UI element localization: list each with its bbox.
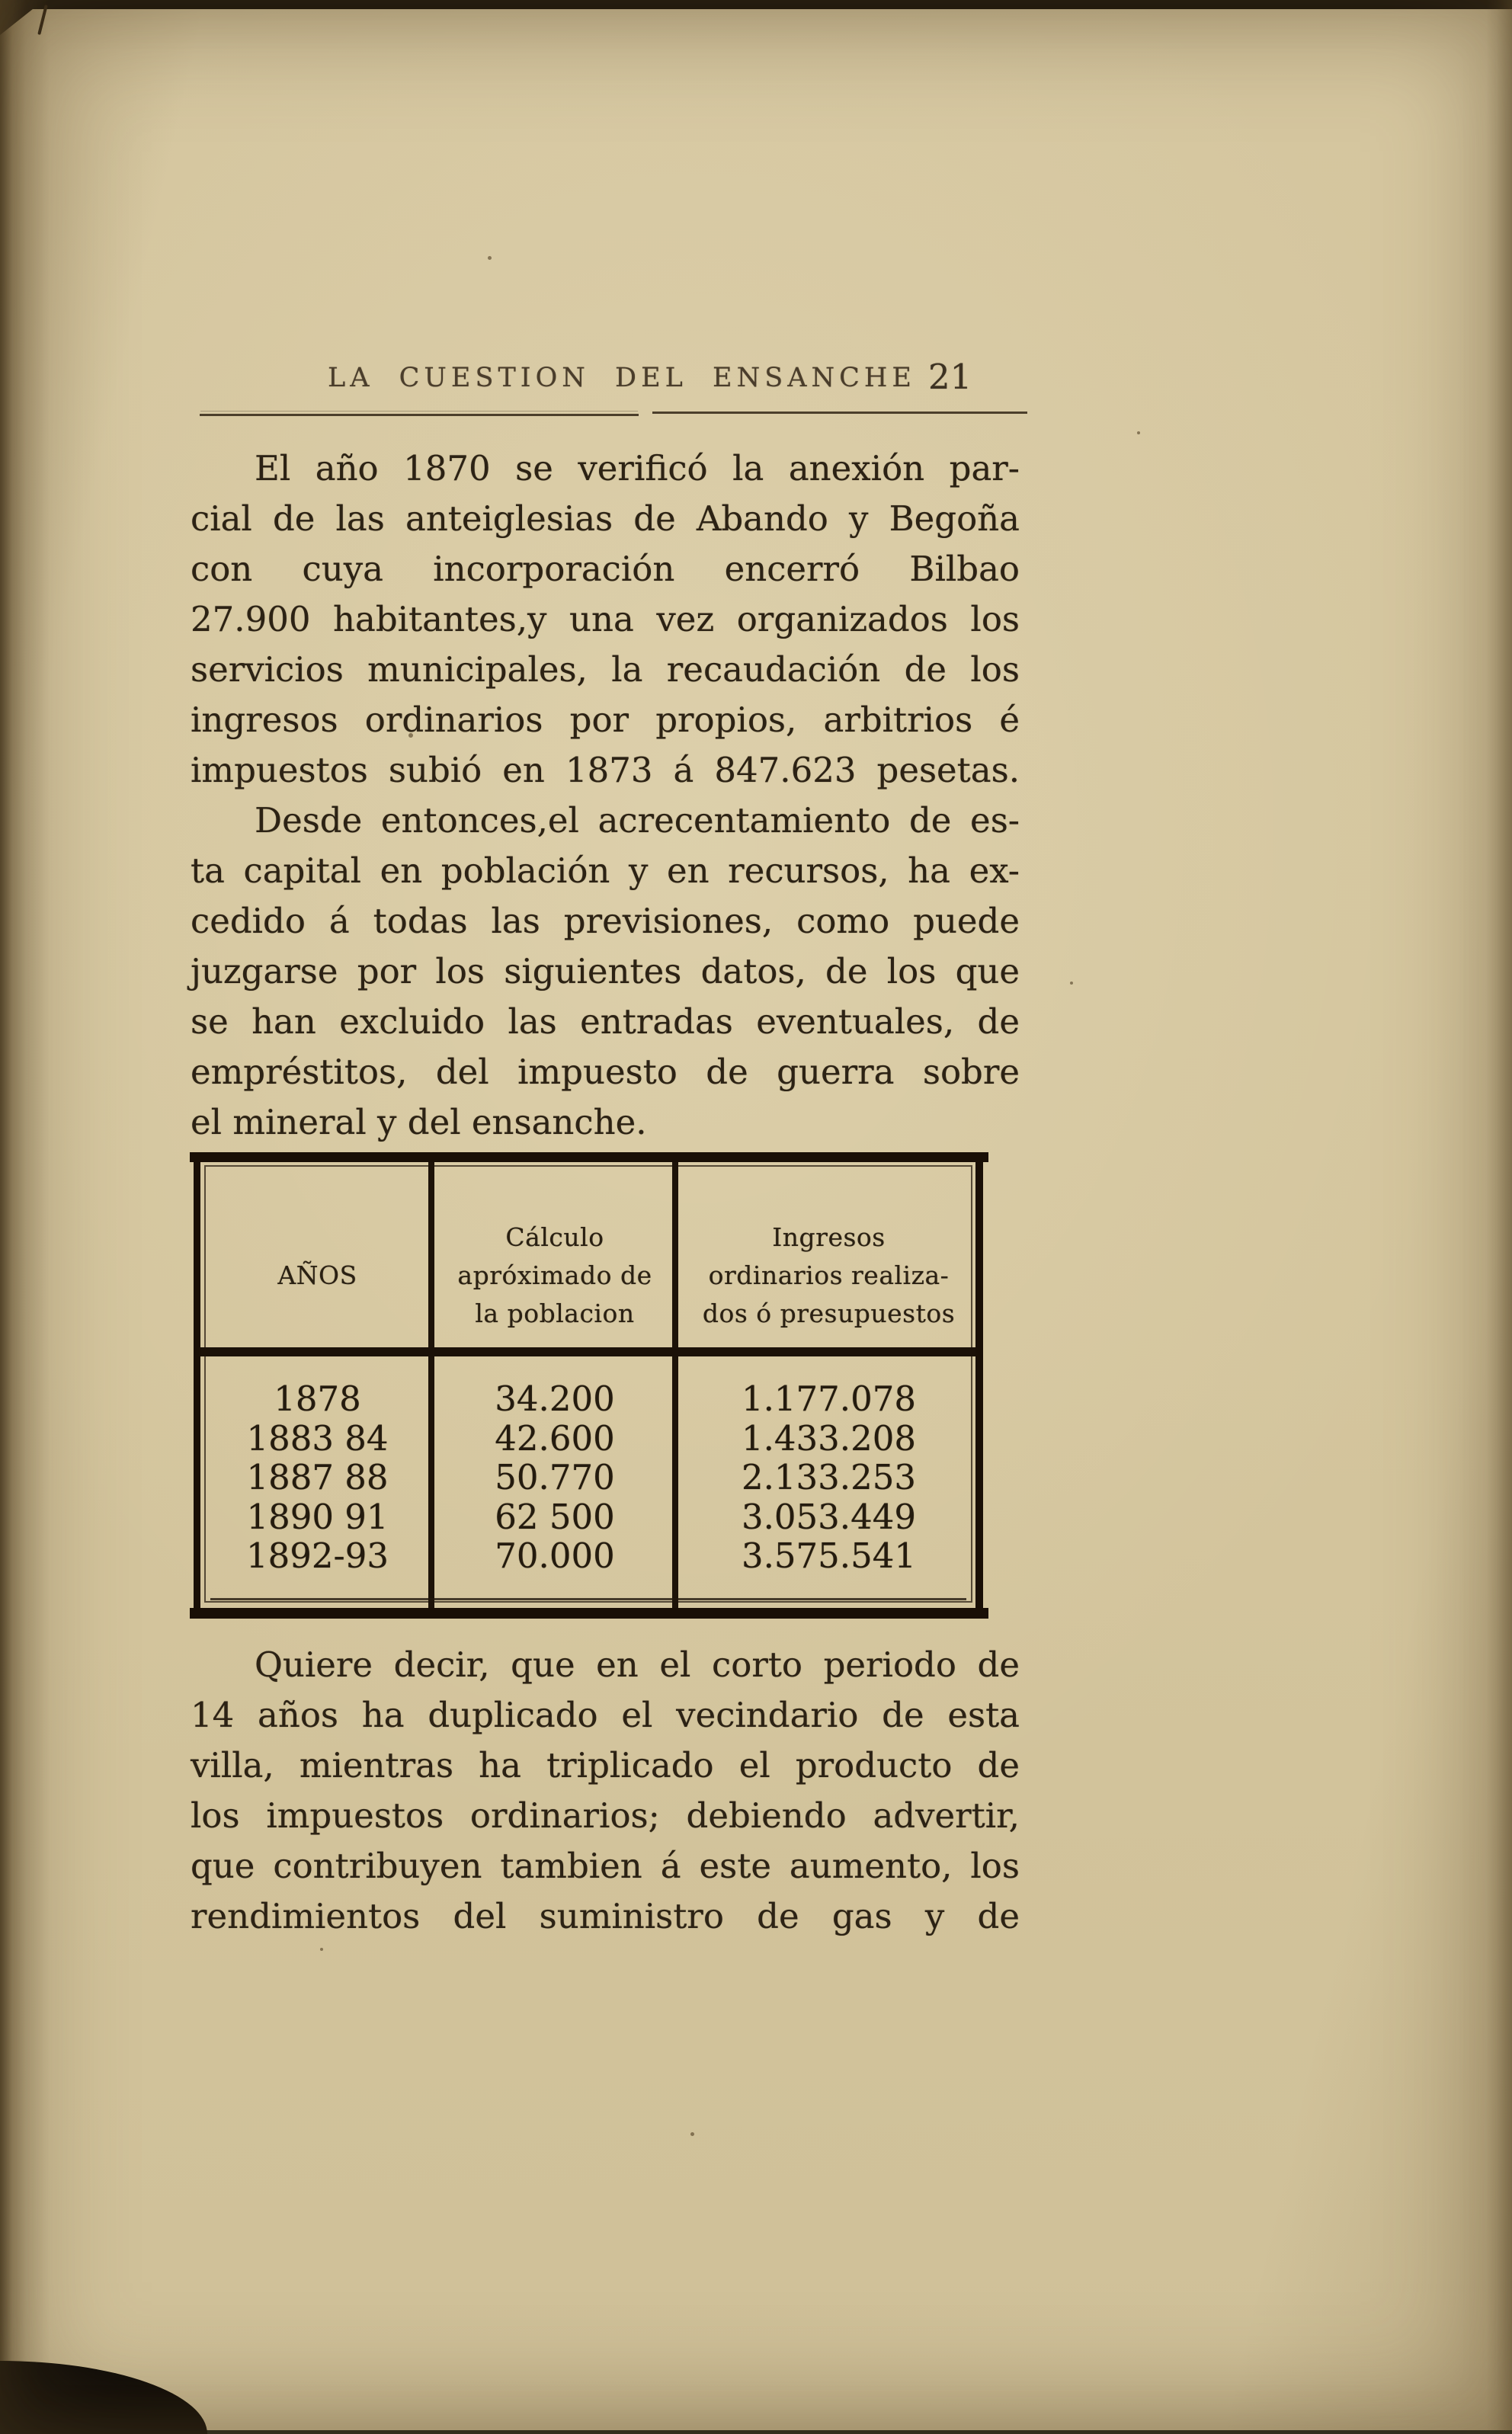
text-line: los impuestos ordinarios; debiendo advertir, (191, 1795, 1020, 1836)
table-row (194, 1458, 983, 1497)
text-line: El año 1870 se verificó la anexión par- (255, 448, 1020, 488)
table-row (194, 1379, 983, 1419)
paper-speck (1137, 431, 1140, 434)
table-header-line: dos ó presupuestos (702, 1299, 956, 1328)
table-border-top (190, 1152, 988, 1162)
text-line: villa, mientras ha triplicado el producto de (191, 1745, 1020, 1785)
table-header-cell (203, 1201, 431, 1350)
table-cell: 1.177.078 (741, 1379, 917, 1419)
running-head-title: LA CUESTION DEL ENSANCHE (328, 363, 916, 393)
table-cell: 1887 88 (246, 1457, 389, 1497)
table-header-line: Ingresos (772, 1222, 886, 1252)
table-cell: 1890 91 (246, 1496, 389, 1537)
table-header-line: Cálculo (505, 1222, 604, 1252)
table-header-cell (681, 1201, 976, 1350)
text-line: Quiere decir, que en el corto periodo de (255, 1645, 1020, 1685)
paper-speck (690, 2132, 694, 2136)
table-header-line: apróximado de (457, 1260, 652, 1290)
table-header-line: ordinarios realiza- (708, 1260, 950, 1290)
text-line: empréstitos, del impuesto de guerra sobre (191, 1052, 1020, 1092)
paragraphs-top (191, 444, 1020, 1148)
text-line: el mineral y del ensanche. (191, 1102, 647, 1142)
text-line: servicios municipales, la recaudación de los (191, 649, 1020, 690)
text-line: 14 años ha duplicado el vecindario de esta (191, 1695, 1020, 1735)
table-bottom-rule (210, 1598, 966, 1600)
text-line: juzgarse por los siguientes datos, de los que (191, 951, 1020, 991)
table-cell: 3.575.541 (741, 1536, 917, 1576)
table-cell: 3.053.449 (741, 1496, 917, 1537)
text-line: Desde entonces,el acrecentamiento de es- (255, 800, 1020, 841)
header-rule-left (200, 414, 639, 416)
text-line: rendimientos del suministro de gas y de (191, 1896, 1020, 1936)
text-line: ingresos ordinarios por propios, arbitrios é (191, 700, 1020, 740)
table-cell: 70.000 (495, 1536, 615, 1576)
table-header-line: la poblacion (475, 1299, 635, 1328)
table-row (194, 1536, 983, 1576)
text-line: con cuya incorporación encerró Bilbao (191, 549, 1020, 589)
scan-edge-bottom (0, 2430, 1512, 2434)
paragraphs-bottom (191, 1640, 1020, 1942)
text-line: ta capital en población y en recursos, ha ex- (191, 850, 1020, 891)
header-rule-right (652, 412, 1027, 414)
text-line: que contribuyen tambien á este aumento, los (191, 1846, 1020, 1886)
table-row (194, 1419, 983, 1459)
scan-corner-bottom-left (0, 2361, 207, 2434)
table-cell: 1883 84 (246, 1417, 389, 1459)
data-table (194, 1152, 983, 1619)
table-cell: 34.200 (495, 1379, 615, 1419)
text-line: impuestos subió en 1873 á 847.623 pesetas. (191, 750, 1020, 790)
scan-edge-top-wedge (0, 0, 44, 35)
table-cell: 62 500 (495, 1496, 615, 1537)
table-header-cell (437, 1201, 672, 1350)
scan-edge-top (0, 0, 1512, 9)
text-line: se han excluido las entradas eventuales, de (191, 1001, 1020, 1042)
page-header (0, 357, 1512, 399)
table-cell: 50.770 (495, 1457, 615, 1497)
text-line: cedido á todas las previsiones, como puede (191, 901, 1020, 941)
table-cell: 1892-93 (246, 1536, 389, 1576)
table-cell: 2.133.253 (741, 1457, 917, 1497)
paper-speck (320, 1948, 323, 1951)
table-cell: 1.433.208 (741, 1417, 917, 1459)
table-header-line: AÑOS (277, 1260, 357, 1290)
paper-speck (488, 256, 492, 260)
text-line: cial de las anteiglesias de Abando y Begoña (191, 498, 1020, 539)
table-cell: 1878 (274, 1379, 361, 1419)
table-body (194, 1379, 983, 1576)
table-cell: 42.600 (495, 1417, 615, 1459)
text-line: 27.900 habitantes,y una vez organizados los (191, 599, 1020, 639)
table-border-bottom (190, 1608, 988, 1619)
paper-speck (1070, 982, 1073, 985)
table-row (194, 1497, 983, 1537)
page-number: 21 (928, 357, 972, 397)
